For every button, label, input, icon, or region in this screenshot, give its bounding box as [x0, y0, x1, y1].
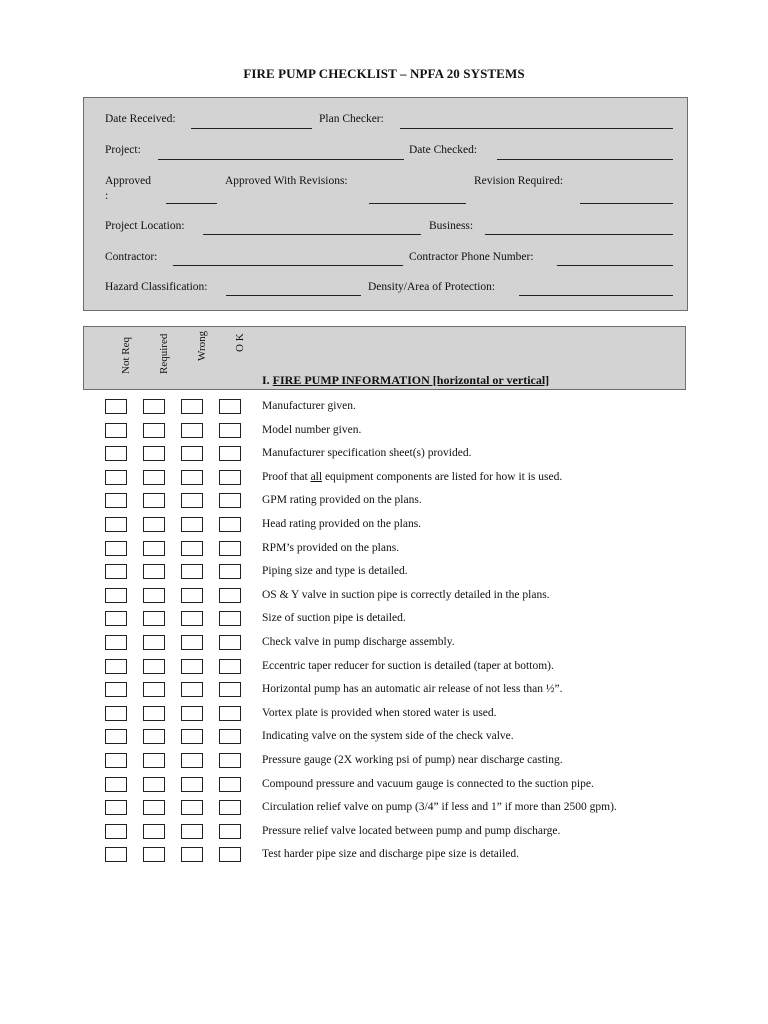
- wrong-checkbox[interactable]: [181, 564, 203, 579]
- checklist-item-text: [262, 707, 497, 719]
- checklist-item-text: [262, 612, 406, 624]
- ok-checkbox[interactable]: [219, 635, 241, 650]
- checklist-item-text: [262, 447, 471, 459]
- ok-checkbox[interactable]: [219, 682, 241, 697]
- not-req-checkbox[interactable]: [105, 588, 127, 603]
- project-info-box: [83, 97, 688, 311]
- not-req-checkbox[interactable]: [105, 824, 127, 839]
- checklist-row: [0, 446, 768, 470]
- checklist-row: [0, 777, 768, 801]
- not-req-checkbox[interactable]: [105, 493, 127, 508]
- required-checkbox[interactable]: [143, 423, 165, 438]
- date-checked-field[interactable]: [497, 159, 673, 160]
- column-header-not-req: Not Req: [120, 337, 132, 374]
- item-text: Vortex plate is provided when stored water is used.: [262, 706, 497, 719]
- wrong-checkbox[interactable]: [181, 611, 203, 626]
- ok-checkbox[interactable]: [219, 847, 241, 862]
- checklist-row: [0, 517, 768, 541]
- ok-checkbox[interactable]: [219, 493, 241, 508]
- contractor-field[interactable]: [173, 265, 403, 266]
- not-req-checkbox[interactable]: [105, 564, 127, 579]
- revision-required-label: Revision Required:: [474, 175, 564, 187]
- section-number: I.: [262, 373, 270, 387]
- checklist-item-text: [262, 660, 554, 672]
- checklist-row: [0, 659, 768, 683]
- checklist-row: [0, 706, 768, 730]
- item-text: Manufacturer specification sheet(s) provided.: [262, 447, 472, 460]
- ok-checkbox[interactable]: [219, 753, 241, 768]
- wrong-checkbox[interactable]: [181, 541, 203, 556]
- checklist-row: [0, 470, 768, 494]
- project-location-field[interactable]: [203, 234, 421, 235]
- item-text: Pressure relief valve located between pump and pump discharge.: [262, 824, 561, 837]
- ok-checkbox[interactable]: [219, 399, 241, 414]
- wrong-checkbox[interactable]: [181, 399, 203, 414]
- required-checkbox[interactable]: [143, 541, 165, 556]
- approved-colon: :: [105, 190, 109, 202]
- density-area-label: Density/Area of Protection:: [368, 281, 496, 293]
- revision-required-field[interactable]: [580, 203, 673, 204]
- wrong-checkbox[interactable]: [181, 800, 203, 815]
- checklist-item-text: [262, 730, 514, 742]
- checklist-item-text: [262, 565, 408, 577]
- approved-with-revisions-field[interactable]: [369, 203, 466, 204]
- project-location-label: Project Location:: [105, 220, 185, 232]
- ok-checkbox[interactable]: [219, 824, 241, 839]
- ok-checkbox[interactable]: [219, 517, 241, 532]
- business-label: Business:: [429, 220, 474, 232]
- required-checkbox[interactable]: [143, 399, 165, 414]
- not-req-checkbox[interactable]: [105, 423, 127, 438]
- ok-checkbox[interactable]: [219, 541, 241, 556]
- checklist-row: [0, 682, 768, 706]
- hazard-classification-label: Hazard Classification:: [105, 281, 208, 293]
- not-req-checkbox[interactable]: [105, 659, 127, 674]
- checklist-row: [0, 753, 768, 777]
- ok-checkbox[interactable]: [219, 588, 241, 603]
- project-label: Project:: [105, 144, 141, 156]
- item-text: RPM’s provided on the plans.: [262, 541, 400, 554]
- not-req-checkbox[interactable]: [105, 446, 127, 461]
- density-area-field[interactable]: [519, 295, 673, 296]
- checklist-item-text: [262, 471, 562, 483]
- wrong-checkbox[interactable]: [181, 847, 203, 862]
- required-checkbox[interactable]: [143, 824, 165, 839]
- ok-checkbox[interactable]: [219, 659, 241, 674]
- plan-checker-field[interactable]: [400, 128, 673, 129]
- required-checkbox[interactable]: [143, 847, 165, 862]
- not-req-checkbox[interactable]: [105, 635, 127, 650]
- wrong-checkbox[interactable]: [181, 682, 203, 697]
- wrong-checkbox[interactable]: [181, 753, 203, 768]
- required-checkbox[interactable]: [143, 682, 165, 697]
- required-checkbox[interactable]: [143, 659, 165, 674]
- required-checkbox[interactable]: [143, 635, 165, 650]
- item-text: Compound pressure and vacuum gauge is connected to the suction pipe.: [262, 777, 594, 790]
- checklist-row: [0, 847, 768, 871]
- item-text: Eccentric taper reducer for suction is detailed (taper at bottom).: [262, 659, 554, 672]
- not-req-checkbox[interactable]: [105, 470, 127, 485]
- not-req-checkbox[interactable]: [105, 682, 127, 697]
- item-text: Indicating valve on the system side of the check valve.: [262, 730, 514, 743]
- ok-checkbox[interactable]: [219, 729, 241, 744]
- required-checkbox[interactable]: [143, 706, 165, 721]
- checklist-item-text: [262, 424, 361, 436]
- checklist-row: [0, 541, 768, 565]
- business-field[interactable]: [485, 234, 673, 235]
- item-text: Test harder pipe size and discharge pipe size is detailed.: [262, 848, 519, 861]
- ok-checkbox[interactable]: [219, 777, 241, 792]
- item-text: GPM rating provided on the plans.: [262, 494, 422, 507]
- required-checkbox[interactable]: [143, 446, 165, 461]
- item-text: Pressure gauge (2X working psi of pump) near discharge casting.: [262, 754, 563, 766]
- ok-checkbox[interactable]: [219, 423, 241, 438]
- wrong-checkbox[interactable]: [181, 588, 203, 603]
- checklist-row: [0, 564, 768, 588]
- checklist-item-text: [262, 589, 550, 601]
- checklist-item-text: [262, 825, 560, 837]
- checklist-row: [0, 824, 768, 848]
- checklist-row: [0, 729, 768, 753]
- approved-label: Approved: [105, 175, 151, 187]
- not-req-checkbox[interactable]: [105, 706, 127, 721]
- ok-checkbox[interactable]: [219, 611, 241, 626]
- ok-checkbox[interactable]: [219, 446, 241, 461]
- wrong-checkbox[interactable]: [181, 635, 203, 650]
- checklist-item-text: [262, 518, 421, 530]
- checklist-item-text: [262, 754, 563, 766]
- required-checkbox[interactable]: [143, 800, 165, 815]
- item-text: Check valve in pump discharge assembly.: [262, 636, 455, 648]
- plan-checker-label: Plan Checker:: [319, 113, 384, 125]
- required-checkbox[interactable]: [143, 611, 165, 626]
- checklist-item-text: [262, 494, 422, 506]
- required-checkbox[interactable]: [143, 470, 165, 485]
- contractor-label: Contractor:: [105, 251, 158, 263]
- wrong-checkbox[interactable]: [181, 706, 203, 721]
- section-heading: FIRE PUMP INFORMATION [horizontal or vertical]: [272, 373, 550, 387]
- item-text-rest: equipment components are listed for how it is used.: [322, 470, 563, 483]
- item-text: Model number given.: [262, 423, 362, 436]
- checklist-item-text: [262, 636, 455, 648]
- column-header-required: Required: [158, 333, 170, 374]
- contractor-phone-label: Contractor Phone Number:: [409, 251, 534, 263]
- item-text: Size of suction pipe is detailed.: [262, 612, 406, 625]
- not-req-checkbox[interactable]: [105, 517, 127, 532]
- project-field[interactable]: [158, 159, 404, 160]
- checklist-row: [0, 399, 768, 423]
- not-req-checkbox[interactable]: [105, 753, 127, 768]
- ok-checkbox[interactable]: [219, 470, 241, 485]
- checklist-item-text: [262, 801, 617, 813]
- checklist-item-text: [262, 848, 519, 860]
- item-text: Proof that: [262, 470, 311, 483]
- required-checkbox[interactable]: [143, 588, 165, 603]
- checklist-row: [0, 493, 768, 517]
- column-header-wrong: Wrong: [196, 330, 208, 361]
- contractor-phone-field[interactable]: [557, 265, 673, 266]
- date-received-field[interactable]: [191, 128, 312, 129]
- wrong-checkbox[interactable]: [181, 446, 203, 461]
- wrong-checkbox[interactable]: [181, 777, 203, 792]
- not-req-checkbox[interactable]: [105, 847, 127, 862]
- ok-checkbox[interactable]: [219, 800, 241, 815]
- item-text: Piping size and type is detailed.: [262, 565, 408, 578]
- date-received-label: Date Received:: [105, 113, 176, 125]
- wrong-checkbox[interactable]: [181, 423, 203, 438]
- item-text: OS & Y valve in suction pipe is correctly detailed in the plans.: [262, 588, 550, 601]
- not-req-checkbox[interactable]: [105, 729, 127, 744]
- required-checkbox[interactable]: [143, 753, 165, 768]
- section-title: [262, 373, 549, 388]
- checklist-row: [0, 635, 768, 659]
- checklist-item-text: [262, 778, 594, 790]
- page-title: FIRE PUMP CHECKLIST – NPFA 20 SYSTEMS: [243, 66, 525, 81]
- required-checkbox[interactable]: [143, 493, 165, 508]
- checklist-row: [0, 611, 768, 635]
- item-text: Manufacturer given.: [262, 400, 356, 412]
- not-req-checkbox[interactable]: [105, 399, 127, 414]
- wrong-checkbox[interactable]: [181, 517, 203, 532]
- ok-checkbox[interactable]: [219, 706, 241, 721]
- item-text-emphasis: all: [310, 470, 323, 483]
- wrong-checkbox[interactable]: [181, 493, 203, 508]
- not-req-checkbox[interactable]: [105, 800, 127, 815]
- checklist-row: [0, 800, 768, 824]
- checklist-item-text: [262, 400, 356, 412]
- approved-with-revisions-label: Approved With Revisions:: [225, 175, 348, 187]
- not-req-checkbox[interactable]: [105, 541, 127, 556]
- wrong-checkbox[interactable]: [181, 659, 203, 674]
- checklist-row: [0, 588, 768, 612]
- column-header-ok: O K: [234, 333, 246, 352]
- required-checkbox[interactable]: [143, 564, 165, 579]
- wrong-checkbox[interactable]: [181, 729, 203, 744]
- required-checkbox[interactable]: [143, 517, 165, 532]
- not-req-checkbox[interactable]: [105, 611, 127, 626]
- required-checkbox[interactable]: [143, 777, 165, 792]
- checklist-item-text: [262, 542, 399, 554]
- required-checkbox[interactable]: [143, 729, 165, 744]
- item-text: Head rating provided on the plans.: [262, 518, 422, 530]
- ok-checkbox[interactable]: [219, 564, 241, 579]
- approved-field[interactable]: [166, 203, 217, 204]
- item-text: Circulation relief valve on pump (3/4” if less and 1” if more than 2500 gpm).: [262, 801, 617, 814]
- not-req-checkbox[interactable]: [105, 777, 127, 792]
- date-checked-label: Date Checked:: [409, 144, 478, 156]
- checklist-row: [0, 423, 768, 447]
- hazard-classification-field[interactable]: [226, 295, 361, 296]
- wrong-checkbox[interactable]: [181, 470, 203, 485]
- item-text: Horizontal pump has an automatic air release of not less than ½”.: [262, 683, 563, 696]
- checklist-item-text: [262, 683, 563, 695]
- wrong-checkbox[interactable]: [181, 824, 203, 839]
